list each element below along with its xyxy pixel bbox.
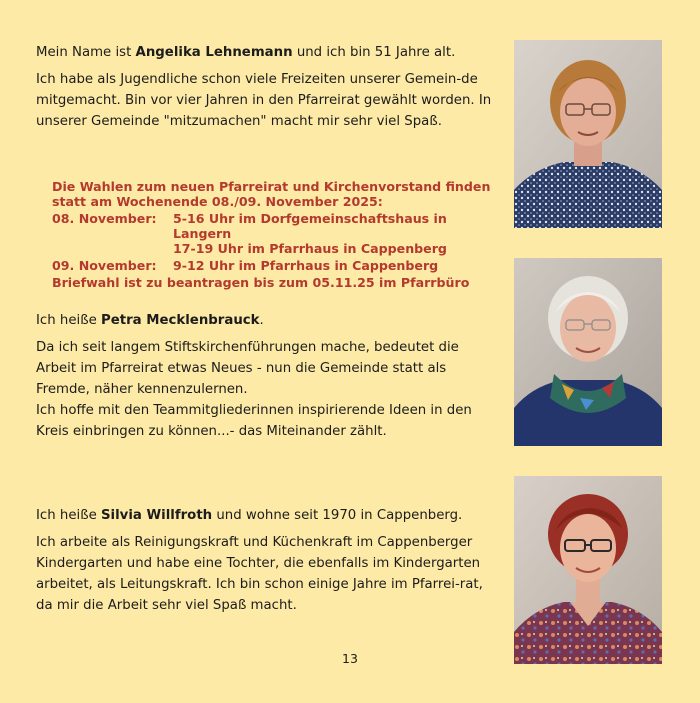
election-day-1-date: 08. November: <box>52 211 157 226</box>
election-day-2-time-1: 9-12 Uhr im Pfarrhaus in Cappenberg <box>173 258 439 273</box>
portrait-3-image <box>514 476 662 664</box>
portrait-2-image <box>514 258 662 446</box>
election-notice <box>52 179 502 290</box>
person-3-paragraph: Ich arbeite als Reinigungskraft und Küchenkraft im Cappenberger Kindergarten und habe eine Tochter, die ebenfalls im Kindergarten arbeitet, als Leitungskraft. Ich bin schon einige Jahre im Pfarrei-rat, da mir die Arbeit sehr viel Spaß macht. <box>36 535 483 613</box>
portrait-1-image <box>514 40 662 228</box>
person-1-intro-pre: Mein Name ist <box>36 45 136 60</box>
person-1-intro-post: und ich bin 51 Jahre alt. <box>292 45 456 60</box>
person-1-paragraph: Ich habe als Jugendliche schon viele Freizeiten unserer Gemein-de mitgemacht. Bin vor vier Jahren in den Pfarreirat gewählt worden. In unserer Gemeinde "mitzumachen" macht mir sehr viel Spaß. <box>36 72 492 129</box>
person-3-intro-pre: Ich heiße <box>36 508 101 523</box>
election-notice-intro-line-1: Die Wahlen zum neuen Pfarreirat und Kirchenvorstand finden <box>52 179 491 194</box>
portrait-photo-3 <box>514 476 662 664</box>
portrait-photo-2 <box>514 258 662 446</box>
election-day-1-time-1: 5-16 Uhr im Dorfgemeinschaftshaus in Langern <box>173 211 447 241</box>
person-2-intro-pre: Ich heiße <box>36 313 101 328</box>
election-notice-intro-line-2: statt am Wochenende 08./09. November 2025: <box>52 194 383 209</box>
election-day-2-times <box>173 258 438 273</box>
election-notice-intro <box>52 179 502 209</box>
postal-vote-note: Briefwahl ist zu beantragen bis zum 05.11.25 im Pfarrbüro <box>52 275 470 290</box>
person-2-text <box>36 310 498 448</box>
person-2-intro-post: . <box>259 313 264 328</box>
person-3-intro-post: und wohne seit 1970 in Cappenberg. <box>212 508 463 523</box>
portrait-photo-1 <box>514 40 662 228</box>
person-1-intro <box>36 42 498 63</box>
person-1-text <box>36 42 498 138</box>
election-day-1 <box>52 211 502 256</box>
page-number: 13 <box>342 651 358 666</box>
person-3-text <box>36 505 498 622</box>
person-2-paragraph-1: Da ich seit langem Stiftskirchenführungen mache, bedeutet die Arbeit im Pfarreirat etwas Neues - nun die Gemeinde statt als Fremde, näher kennenzulernen. <box>36 340 459 397</box>
person-1-name: Angelika Lehnemann <box>135 45 293 60</box>
person-2-name: Petra Mecklenbrauck <box>100 313 260 328</box>
election-day-2-date: 09. November: <box>52 258 157 273</box>
election-day-2 <box>52 258 502 273</box>
person-2-intro <box>36 310 498 331</box>
election-day-1-times <box>173 211 502 256</box>
person-3-name: Silvia Willfroth <box>100 508 213 523</box>
person-3-intro <box>36 505 498 526</box>
election-day-1-time-2: 17-19 Uhr im Pfarrhaus in Cappenberg <box>173 241 447 256</box>
person-2-paragraph-2: Ich hoffe mit den Teammitgliederinnen inspirierende Ideen in den Kreis einbringen zu können...- das Miteinander zählt. <box>36 403 472 439</box>
